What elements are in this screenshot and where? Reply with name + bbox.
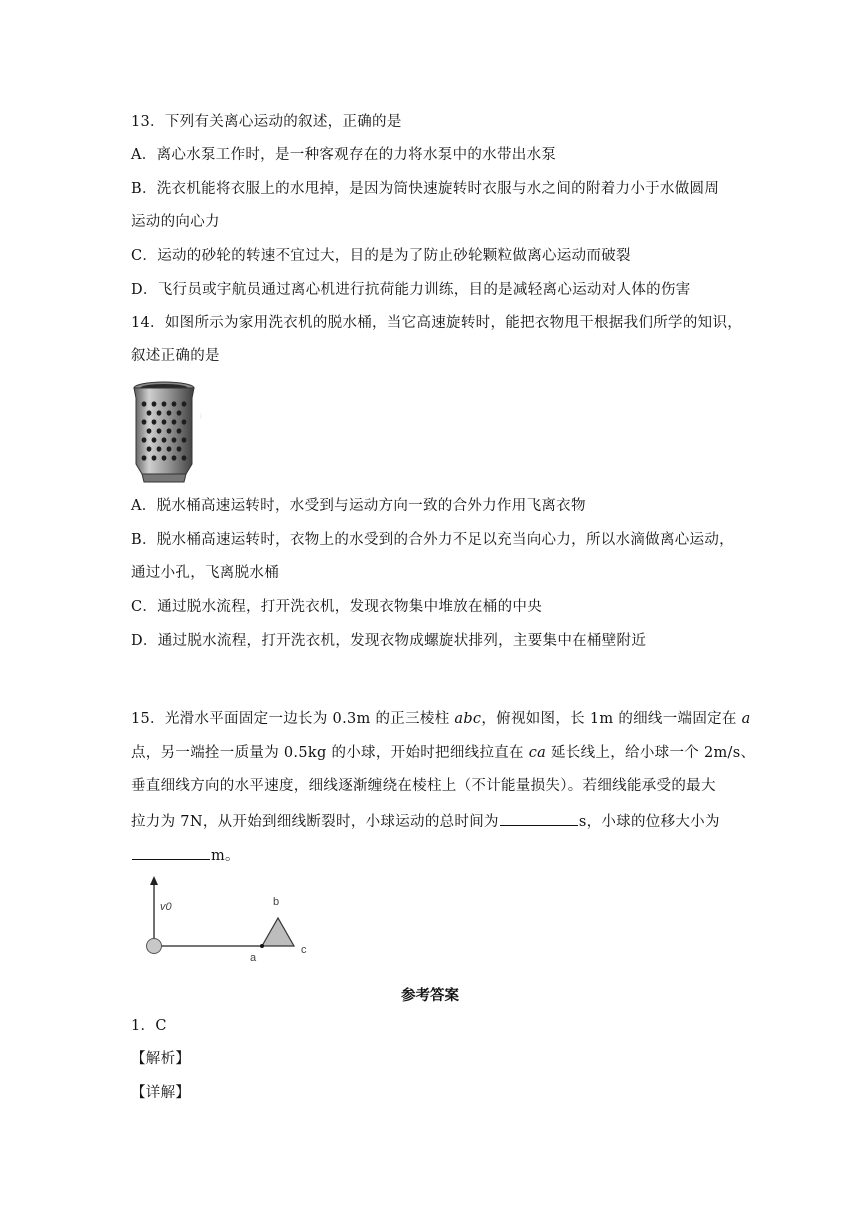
q13-stem: 13．下列有关离心运动的叙述，正确的是 [131, 114, 402, 130]
q15-text: 拉力为 7N，从开始到细线断裂时，小球运动的总时间为 [131, 814, 499, 830]
q15-point-a: a [741, 711, 751, 727]
q15-line3: 垂直细线方向的水平速度，细线逐渐缠绕在棱柱上（不计能量损失）。若细线能承受的最大 [131, 778, 716, 794]
q14-option-c: C．通过脱水流程，打开洗衣机，发现衣物集中堆放在桶的中央 [131, 599, 542, 615]
detailed-explanation-label: 【详解】 [131, 1085, 191, 1101]
analysis-label: 【解析】 [131, 1051, 191, 1067]
q15-text: s，小球的位移大小为 [578, 814, 720, 830]
q15-text: ，俯视如图，长 1m 的细线一端固定在 [481, 711, 742, 727]
prism-diagram [140, 874, 320, 964]
q15-line4 [131, 810, 720, 832]
q15-line1 [131, 709, 751, 729]
time-answer-blank [500, 810, 578, 826]
ball [147, 939, 162, 954]
q13-option-a: A．离心水泵工作时，是一种客观存在的力将水泵中的水带出水泵 [131, 147, 557, 163]
svg-text:⋮: ⋮ [198, 413, 204, 420]
q15-text: m。 [211, 848, 240, 864]
q14-option-d: D．通过脱水流程，打开洗衣机，发现衣物成螺旋状排列，主要集中在桶壁附近 [131, 633, 647, 649]
answers-title: 参考答案 [401, 987, 459, 1004]
answer-1: 1．C [131, 1018, 167, 1034]
spin-dryer-drum-image [124, 378, 210, 486]
q14-option-b-line2: 通过小孔，飞离脱水桶 [131, 565, 279, 581]
q14-option-b-line1: B．脱水桶高速运转时，衣物上的水受到的合外力不足以充当向心力，所以水滴做离心运动， [131, 532, 734, 548]
velocity-arrow-icon [150, 876, 158, 885]
q15-text: 15．光滑水平面固定一边长为 0.3m 的正三棱柱 [131, 711, 455, 727]
q15-line2 [131, 743, 755, 763]
q14-stem-line1: 14．如图所示为家用洗衣机的脱水桶，当它高速旋转时，能把衣物甩干根据我们所学的知识， [131, 315, 743, 331]
q13-option-c: C．运动的砂轮的转速不宜过大，目的是为了防止砂轮颗粒做离心运动而破裂 [131, 248, 631, 264]
q13-option-b-line2: 运动的向心力 [131, 214, 220, 230]
vertex-a-label: a [250, 952, 257, 964]
q15-text: 点，另一端拴一质量为 0.5kg 的小球，开始时把细线拉直在 [131, 745, 529, 761]
prism-triangle [262, 918, 294, 946]
v0-label: v0 [160, 901, 172, 913]
q15-prism-name: abc [454, 711, 482, 727]
q13-option-b-line1: B．洗衣机能将衣服上的水甩掉，是因为筒快速旋转时衣服与水之间的附着力小于水做圆周 [131, 181, 720, 197]
q14-option-a: A．脱水桶高速运转时，水受到与运动方向一致的合外力作用飞离衣物 [131, 498, 586, 514]
q15-line5 [131, 844, 240, 866]
vertex-b-label: b [273, 896, 280, 908]
q15-line-ca: ca [528, 745, 547, 761]
q14-stem-line2: 叙述正确的是 [131, 348, 220, 364]
displacement-answer-blank [132, 844, 210, 860]
vertex-c-label: c [301, 944, 307, 956]
q15-text: 延长线上，给小球一个 2m/s、 [546, 745, 756, 761]
q13-option-d: D．飞行员或宇航员通过离心机进行抗荷能力训练，目的是减轻离心运动对人体的伤害 [131, 282, 691, 298]
